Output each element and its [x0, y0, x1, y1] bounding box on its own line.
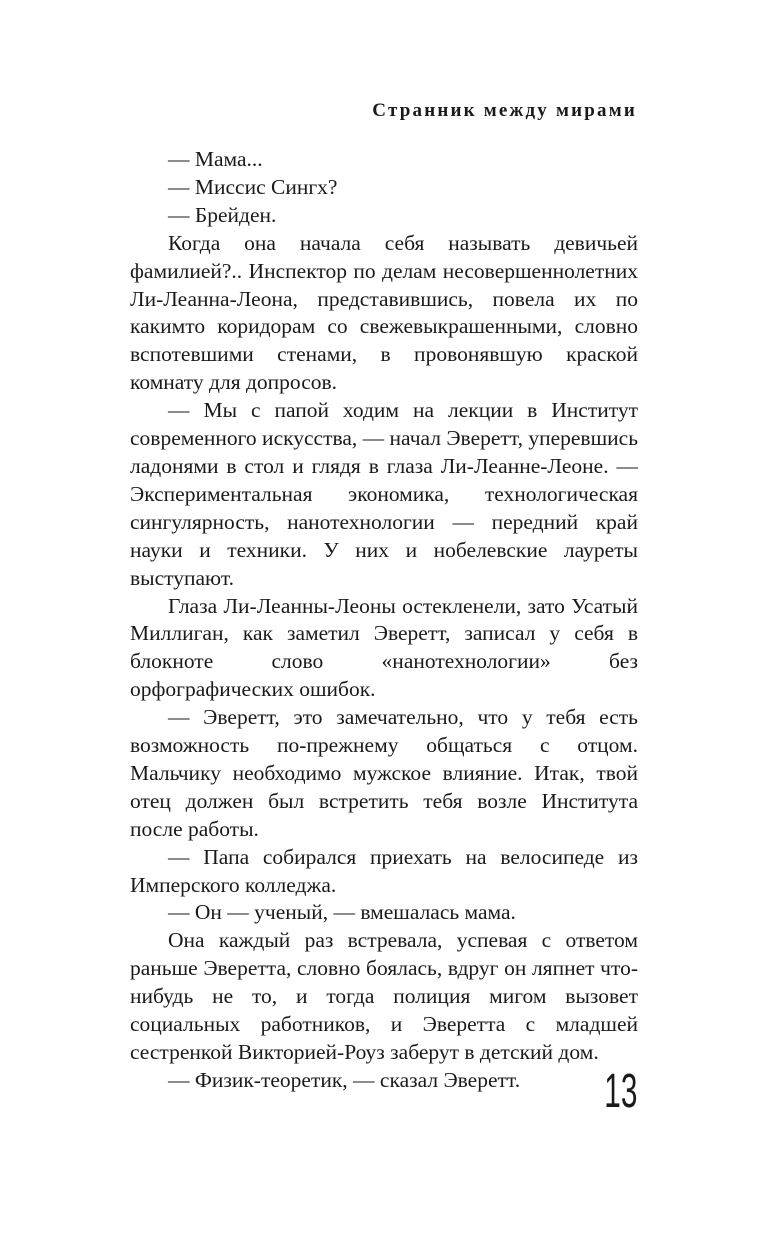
paragraph: — Мама... — [168, 147, 263, 171]
paragraph: — Миссис Сингх? — [168, 174, 338, 199]
page-number: 13 — [603, 1065, 637, 1118]
paragraph: — Папа собирался приехать на велосипеде из Имперского колледжа. — [130, 844, 638, 897]
paragraph: — Брейден. — [168, 202, 277, 227]
paragraph: — Мы с папой ходим на лекции в Институт современного искусства, — начал Эверетт, уперевшись ладонями в стол и глядя в глаза Ли-Леанне-Леоне. — Экспериментальная экономика, технологическая сингулярность, нанотехнологии — передний край науки и техники. У них и нобелевские лауреты выступают. — [130, 398, 638, 590]
paragraph: Когда она начала себя называть девичьей фамилией?.. Инспектор по делам несовершеннолетних Ли-Леанна-Леона, представившись, повела их по какимто коридорам со свежевыкрашенными, словно вспотевшими стенами, в провонявшую краской комнату для допросов. — [130, 230, 638, 395]
body-text — [130, 146, 638, 1095]
paragraph: — Физик-теоретик, — сказал Эверетт. — [168, 1067, 521, 1092]
paragraph: — Эверетт, это замечательно, что у тебя есть возможность по-прежнему общаться с отцом. Мальчику необходимо мужское влияние. Итак, твой отец должен был встретить тебя возле Института после работы. — [130, 705, 638, 841]
paragraph: — Он — ученый, — вмешалась мама. — [168, 900, 516, 925]
paragraph: Глаза Ли-Леанны-Леоны остекленели, зато Усатый Миллиган, как заметил Эверетт, записал у себя в блокноте слово «нанотехнологии» без орфографических ошибок. — [130, 593, 638, 702]
paragraph: Она каждый раз встревала, успевая с ответом раньше Эверетта, словно боялась, вдруг он ляпнет что-нибудь не то, и тогда полиция мигом вызовет социальных работников, и Эверетта с младшей сестренкой Викторией-Роуз заберут в детский дом. — [130, 928, 638, 1064]
running-head: Странник между мирами — [372, 100, 637, 121]
